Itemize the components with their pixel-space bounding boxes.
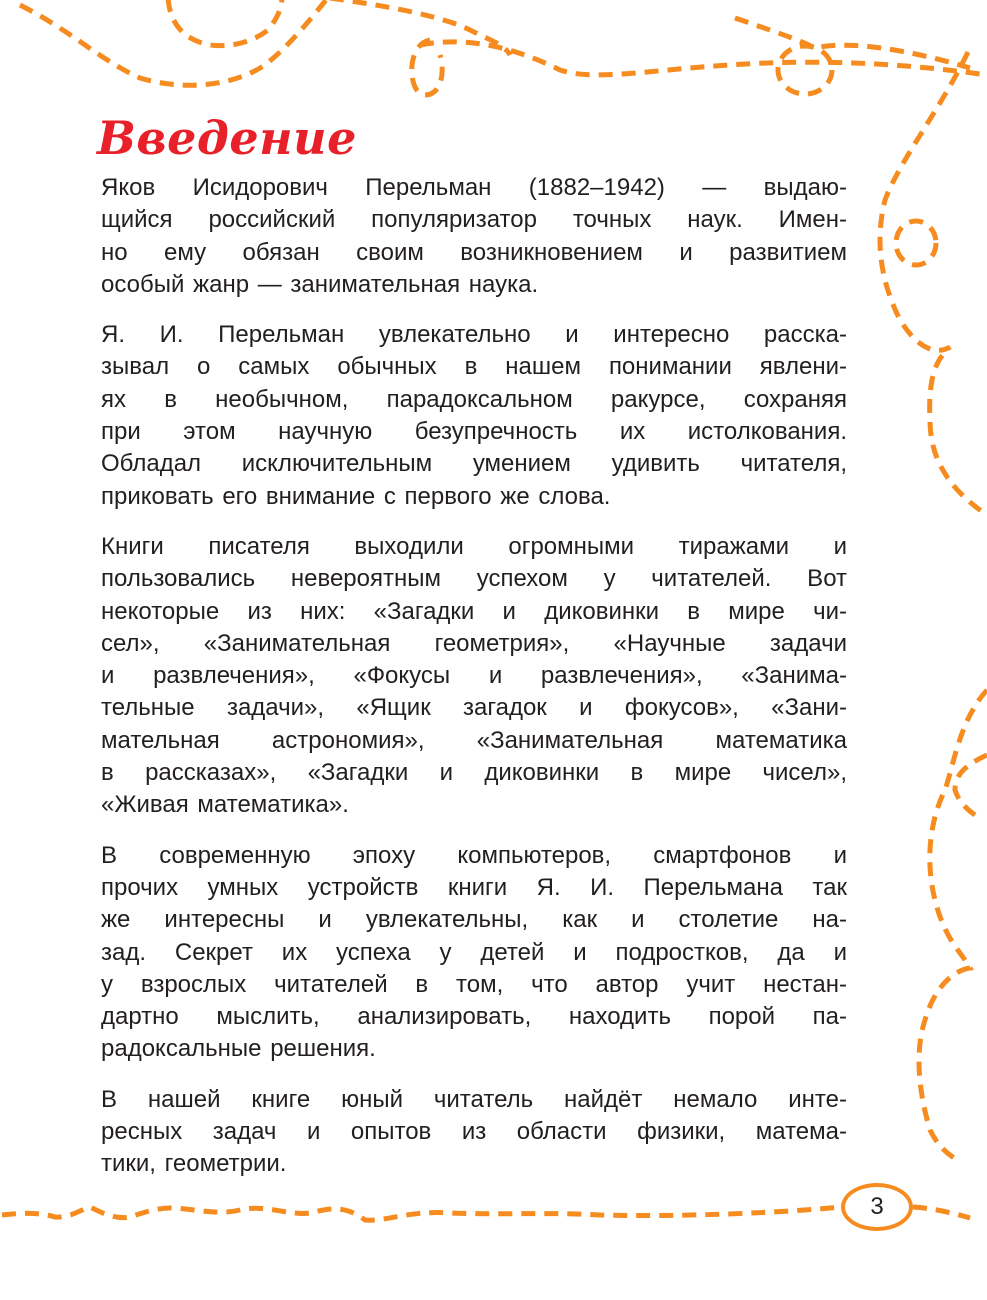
page-number: 3 (870, 1193, 884, 1220)
right-lower-dashed-curve (919, 690, 987, 1162)
paragraph-5 (101, 1084, 847, 1181)
text-line: но ему обязан своим возникновением и развитием (101, 238, 847, 266)
top-right-loop-dashed (412, 40, 442, 95)
paragraph-3 (101, 531, 847, 822)
text-line: В нашей книге юный читатель найдёт немало инте- (101, 1085, 847, 1113)
paragraph-4 (101, 840, 847, 1066)
text-line: «Живая математика». (101, 791, 349, 819)
text-line: Яков Исидорович Перельман (1882–1942) — выдаю- (101, 174, 847, 201)
text-line: сел», «Занимательная геометрия», «Научные задачи (101, 629, 847, 657)
text-line: некоторые из них: «Загадки и диковинки в мире чи- (101, 597, 847, 625)
text-line: в рассказах», «Загадки и диковинки в мире чисел», (101, 759, 847, 787)
top-loop-dashed-curve (168, 0, 282, 46)
bottom-dashed-wave (2, 1207, 841, 1220)
text-line: пользовались невероятным успехом у читателей. Вот (101, 565, 847, 593)
text-line: В современную эпоху компьютеров, смартфонов и (101, 841, 847, 869)
text-line: ресных задач и опытов из области физики, матема- (101, 1118, 847, 1146)
page-number-badge (841, 1183, 913, 1231)
page-title: Введение (97, 111, 357, 165)
corner-curve-dashed (735, 18, 970, 68)
paragraph-1 (101, 172, 847, 301)
text-line: же интересны и увлекательны, как и столетие на- (101, 906, 847, 934)
text-line: зад. Секрет их успеха у детей и подростков, да и (101, 938, 847, 966)
text-line: мательная астрономия», «Занимательная математика (101, 726, 847, 754)
top-right-edge-dashed-curve (420, 42, 987, 75)
text-line: тельные задачи», «Ящик загадок и фокусов», «Зани- (101, 694, 847, 722)
text-line: приковать его внимание с первого же слова. (101, 482, 611, 510)
text-line: прочих умных устройств книги Я. И. Перельмана так (101, 873, 847, 901)
right-side-dashed-curve (880, 52, 987, 515)
text-line: Обладал исключительным умением удивить читателя, (101, 450, 847, 478)
intro-text-body (101, 172, 847, 1199)
text-line: тики, геометрии. (101, 1150, 287, 1178)
text-line: зывал о самых обычных в нашем понимании явлени- (101, 353, 847, 381)
text-line: ях в необычном, парадоксальном ракурсе, сохраняя (101, 385, 847, 413)
text-line: щийся российский популяризатор точных наук. Имен- (101, 206, 847, 234)
text-line: у взрослых читателей в том, что автор учит нестан- (101, 970, 847, 998)
top-left-dashed-curve (20, 0, 330, 85)
right-side-loop-dashed (896, 221, 936, 265)
top-right-dashed-curve (330, 0, 510, 55)
text-line: и развлечения», «Фокусы и развлечения», «Занима- (101, 662, 847, 690)
right-lower-branch-dashed (955, 755, 987, 815)
paragraph-2 (101, 319, 847, 513)
bottom-right-dashed-tail (913, 1207, 970, 1218)
text-line: особый жанр — занимательная наука. (101, 270, 539, 298)
text-line: дартно мыслить, анализировать, находить порой па- (101, 1003, 847, 1031)
text-line: Я. И. Перельман увлекательно и интересно расска- (101, 321, 847, 349)
corner-loop-dashed (778, 46, 832, 94)
text-line: радоксальные решения. (101, 1035, 376, 1063)
text-line: Книги писателя выходили огромными тиражами и (101, 532, 847, 560)
text-line: при этом научную безупречность их истолкования. (101, 418, 847, 446)
